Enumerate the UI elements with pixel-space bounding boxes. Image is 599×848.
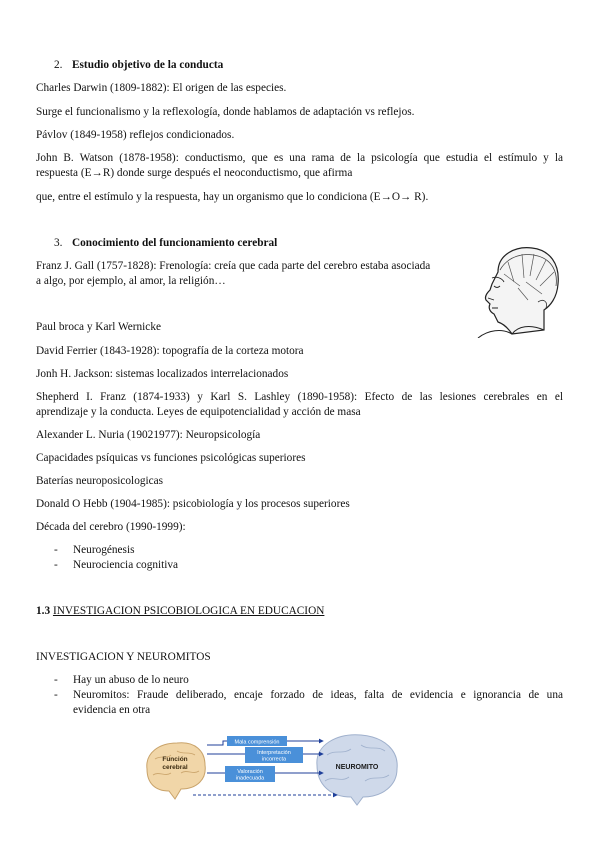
baterias-line: Baterías neuroposicologicas	[36, 475, 164, 487]
bullet-dash: -	[54, 689, 58, 701]
luria-line: Alexander L. Nuria (19021977): Neuropsicología	[36, 429, 261, 441]
bullet-dash: -	[54, 559, 58, 571]
gall-line-1: Franz J. Gall (1757-1828): Frenología: creía que cada parte del cerebro estaba asociada	[36, 260, 431, 272]
section-3-heading	[54, 236, 277, 251]
funcionalismo-line: Surge el funcionalismo y la reflexología, donde hablamos de adaptación vs reflejos.	[36, 106, 415, 118]
section-2-number: 2.	[54, 59, 63, 71]
list-item	[54, 543, 135, 558]
darwin-line: Charles Darwin (1809-1882): El origen de las especies.	[36, 82, 287, 94]
left-label-line1: Función	[162, 756, 188, 763]
box-3-label-2: inadecuada	[235, 775, 265, 782]
bullet-dash: -	[54, 674, 58, 686]
list-item	[54, 558, 178, 573]
bullet-text-neurogenesis: Neurogénesis	[73, 544, 135, 556]
left-label-line2: cerebral	[162, 764, 188, 771]
decada-line: Década del cerebro (1990-1999):	[36, 521, 186, 533]
section-2-heading	[54, 58, 223, 73]
section-3-number: 3.	[54, 237, 63, 249]
gall-line-2: a algo, por ejemplo, al amor, la religión…	[36, 275, 226, 287]
watson-line-1: John B. Watson (1878-1958): conductismo, que es una rama de la psicología que estudia el estímulo y la	[36, 152, 563, 164]
neuromitos-diagram	[141, 725, 403, 807]
section-2-title: Estudio objetivo de la conducta	[72, 59, 224, 71]
broca-line: Paul broca y Karl Wernicke	[36, 321, 161, 333]
ferrier-line: David Ferrier (1843-1928): topografía de la corteza motora	[36, 345, 304, 357]
hebb-line: Donald O Hebb (1904-1985): psicobiología y los procesos superiores	[36, 498, 350, 510]
watson-line-2: respuesta (E→R) donde surge después el neoconductismo, que afirma	[36, 167, 353, 179]
bullet-text-neuromitos-1: Neuromitos: Fraude deliberado, encaje forzado de ideas, falta de evidencia e ignorancia de una	[73, 689, 563, 701]
watson-line-3: que, entre el estímulo y la respuesta, hay un organismo que lo condiciona (E→O→ R).	[36, 191, 429, 203]
box-3-label-1: Valoración	[237, 769, 263, 775]
bullet-text-neuromitos-2: evidencia en otra	[73, 704, 151, 716]
capacidades-line: Capacidades psíquicas vs funciones psicológicas superiores	[36, 452, 306, 464]
right-label: NEUROMITO	[335, 764, 379, 771]
box-1-label: Mala comprensión	[234, 739, 280, 746]
neuromitos-heading: INVESTIGACION Y NEUROMITOS	[36, 651, 211, 663]
list-item	[54, 688, 563, 703]
section-3-title: Conocimiento del funcionamiento cerebral	[72, 237, 278, 249]
box-2-label-1: Interpretación	[257, 750, 291, 756]
box-2-label-2: incorrecta	[261, 756, 287, 763]
jackson-line: Jonh H. Jackson: sistemas localizados interrelacionados	[36, 368, 289, 380]
list-item	[54, 673, 189, 688]
pavlov-line: Pávlov (1849-1958) reflejos condicionados.	[36, 129, 235, 141]
franz-line-2: aprendizaje y la conducta. Leyes de equipotencialidad y acción de masa	[36, 406, 361, 418]
section-1-3-number: 1.3	[36, 605, 51, 617]
section-1-3-heading	[36, 604, 324, 619]
bullet-dash: -	[54, 544, 58, 556]
bullet-text-neurociencia: Neurociencia cognitiva	[73, 559, 179, 571]
phrenology-head-icon	[468, 242, 564, 338]
bullet-text-abuso: Hay un abuso de lo neuro	[73, 674, 189, 686]
section-1-3-title: INVESTIGACION PSICOBIOLOGICA EN EDUCACION	[52, 605, 325, 617]
franz-line-1: Shepherd I. Franz (1874-1933) y Karl S. Lashley (1890-1958): Efecto de las lesiones cerebrales en el	[36, 391, 563, 403]
